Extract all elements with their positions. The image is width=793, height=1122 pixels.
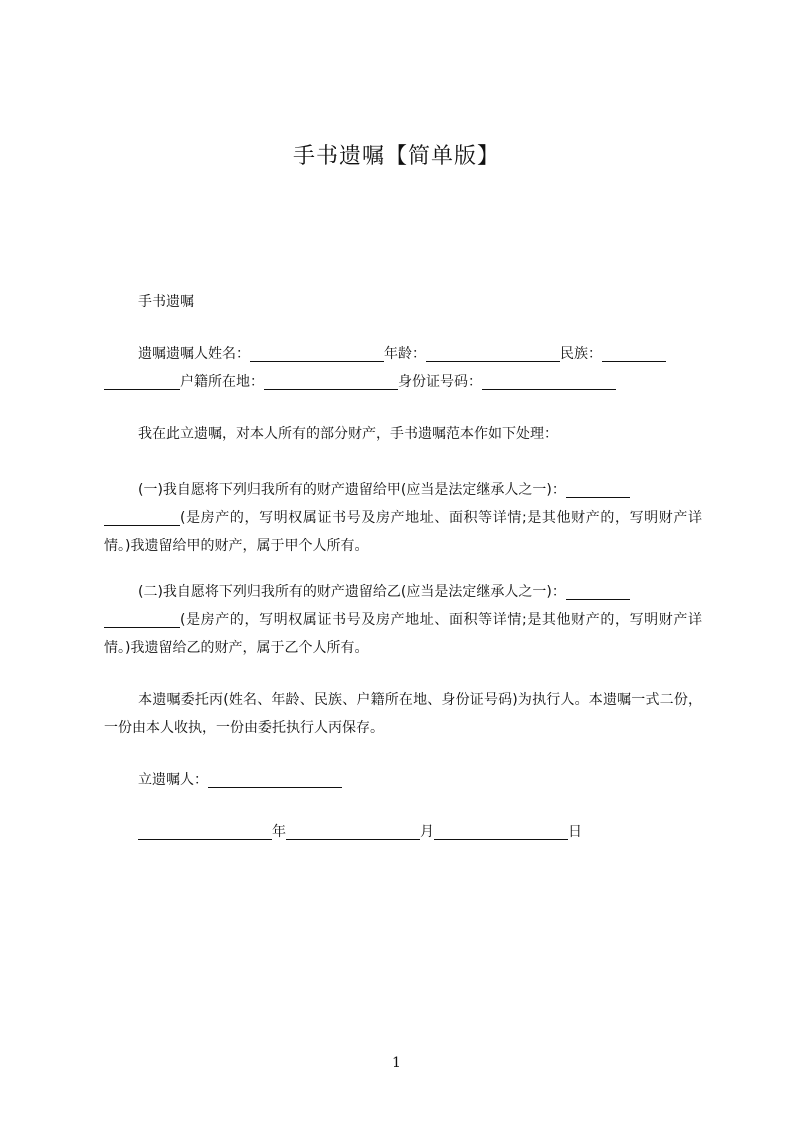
household-blank bbox=[264, 373, 398, 390]
year-blank bbox=[138, 823, 272, 840]
month-blank bbox=[286, 823, 420, 840]
clause-2-detail: (是房产的，写明权属证书号及房产地址、面积等详情;是其他财产的，写明财产详情。)我遗留给乙的财产，属于乙个人所有。 bbox=[104, 612, 702, 656]
name-blank bbox=[250, 345, 384, 362]
clause-1-lead: (一)我自愿将下列归我所有的财产遗留给甲(应当是法定继承人之一)： bbox=[138, 482, 566, 498]
id-blank bbox=[482, 373, 616, 390]
clause-1-blank bbox=[566, 481, 630, 498]
ethnicity-label: 民族： bbox=[560, 346, 602, 362]
ethnicity-blank bbox=[602, 345, 666, 362]
testator-info bbox=[104, 340, 702, 396]
signature-blank bbox=[208, 771, 342, 788]
clause-2-lead: (二)我自愿将下列归我所有的财产遗留给乙(应当是法定继承人之一)： bbox=[138, 584, 566, 600]
document-title: 手书遗嘱【简单版】 bbox=[292, 144, 500, 169]
month-label: 月 bbox=[420, 824, 434, 840]
signature-label: 立遗嘱人： bbox=[138, 772, 208, 788]
year-label: 年 bbox=[272, 824, 286, 840]
day-label: 日 bbox=[568, 824, 582, 840]
id-label: 身份证号码： bbox=[398, 374, 482, 390]
executor-text: 本遗嘱委托丙(姓名、年龄、民族、户籍所在地、身份证号码)为执行人。本遗嘱一式二份，一份由本人收执，一份由委托执行人丙保存。 bbox=[104, 692, 702, 736]
clause-1-detail: (是房产的，写明权属证书号及房产地址、面积等详情;是其他财产的，写明财产详情。)我遗留给甲的财产，属于甲个人所有。 bbox=[104, 510, 702, 554]
clause-1-blank-continued bbox=[104, 509, 180, 526]
age-blank bbox=[426, 345, 560, 362]
page-number: 1 bbox=[392, 1055, 401, 1071]
household-label: 户籍所在地： bbox=[180, 374, 264, 390]
signature-line bbox=[104, 766, 702, 794]
intro-text: 我在此立遗嘱，对本人所有的部分财产，手书遗嘱范本作如下处理： bbox=[138, 426, 558, 442]
name-label: 遗嘱遗嘱人姓名： bbox=[138, 346, 250, 362]
clause-2-blank-continued bbox=[104, 611, 180, 628]
clause-1 bbox=[104, 476, 702, 560]
section-heading bbox=[104, 288, 702, 316]
day-blank bbox=[434, 823, 568, 840]
age-label: 年龄： bbox=[384, 346, 426, 362]
intro-paragraph bbox=[104, 420, 702, 448]
executor-paragraph bbox=[104, 686, 702, 742]
date-line bbox=[104, 818, 702, 846]
clause-2-blank bbox=[566, 583, 630, 600]
ethnicity-blank-continued bbox=[104, 373, 180, 390]
heading-text: 手书遗嘱 bbox=[138, 294, 194, 310]
clause-2 bbox=[104, 578, 702, 662]
